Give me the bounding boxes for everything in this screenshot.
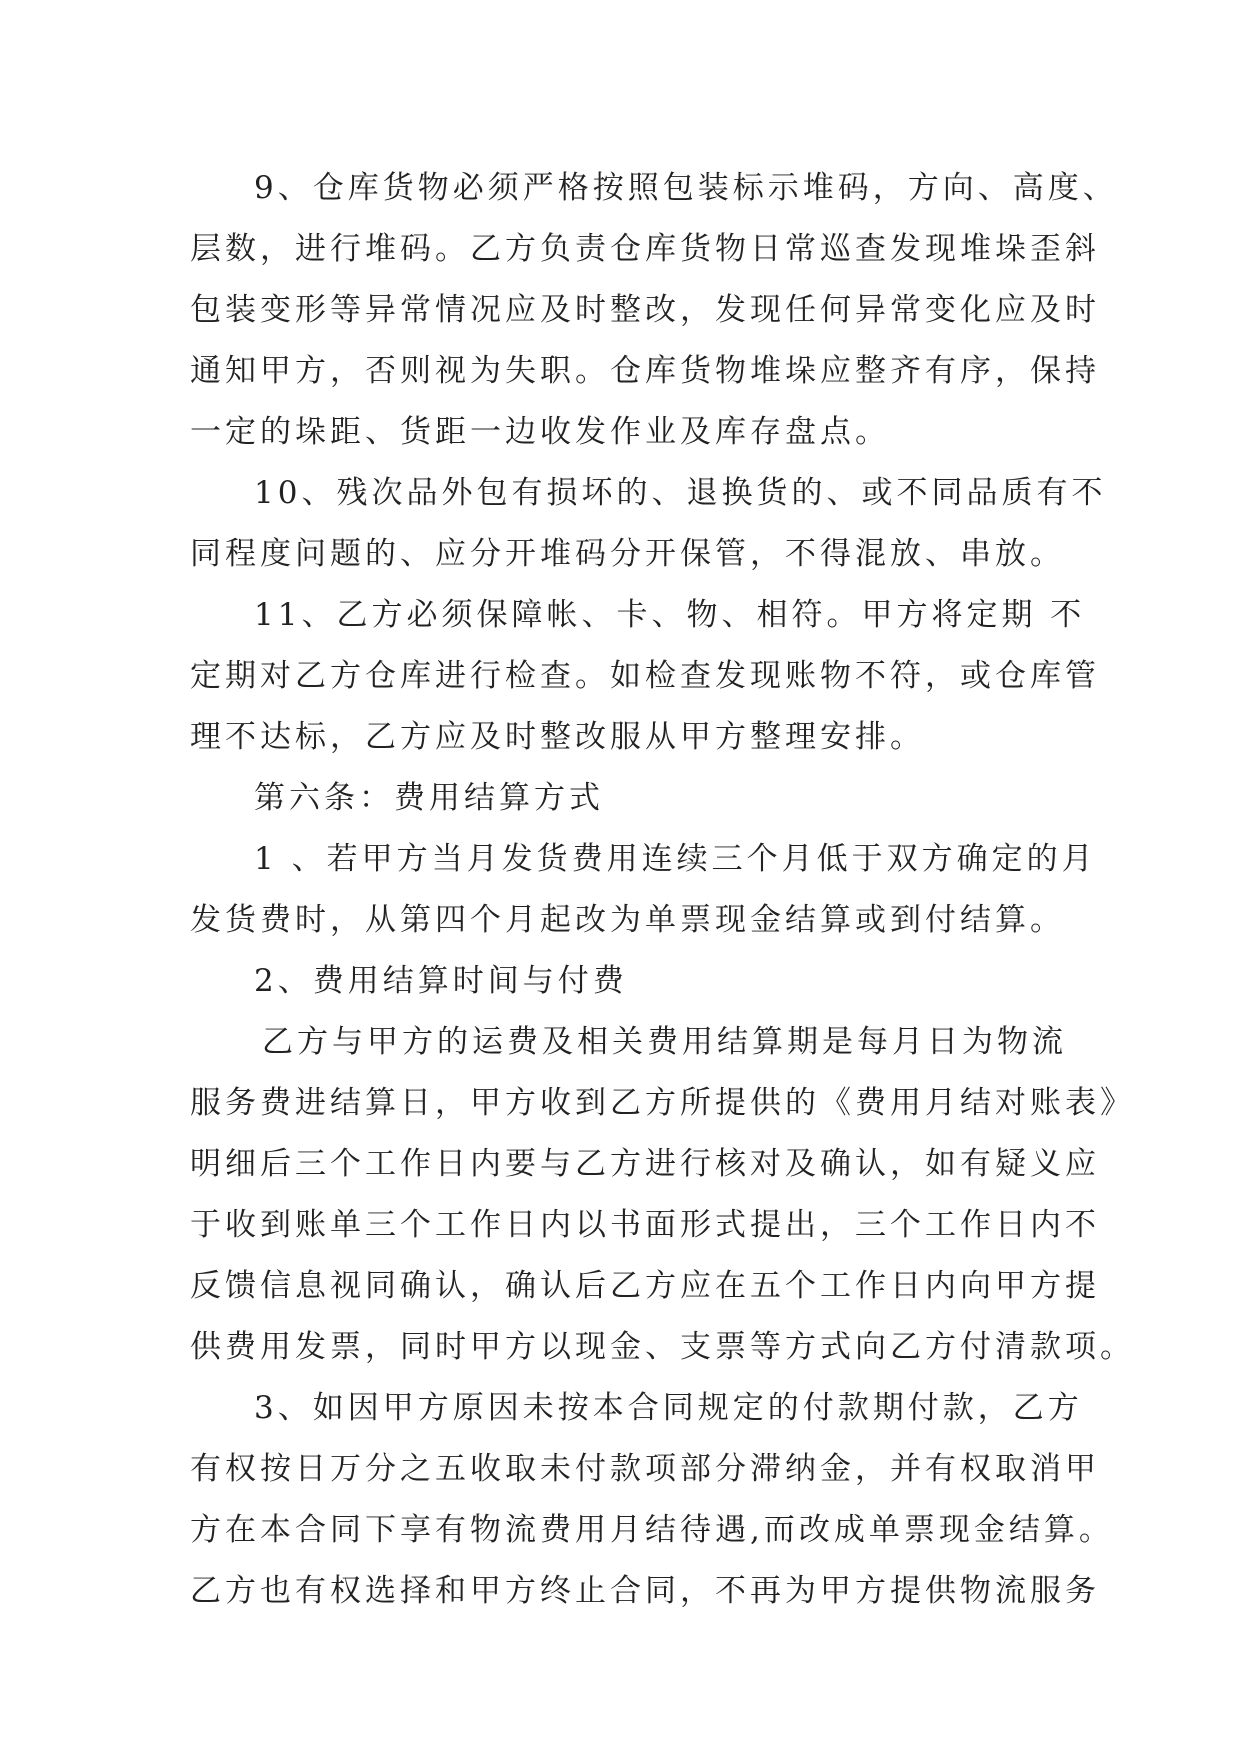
- section-6-item-1-line-1: 1 、若甲方当月发货费用连续三个月低于双方确定的月: [254, 841, 1097, 877]
- settlement-paragraph-line-5: 反馈信息视同确认，确认后乙方应在五个工作日内向甲方提: [190, 1268, 1100, 1304]
- clause-9-line-3: 包装变形等异常情况应及时整改，发现任何异常变化应及时: [190, 292, 1100, 328]
- clause-9-line-1: 9、仓库货物必须严格按照包装标示堆码，方向、高度、: [254, 170, 1118, 206]
- settlement-paragraph-line-1: 乙方与甲方的运费及相关费用结算期是每月日为物流: [262, 1024, 1067, 1060]
- section-6-heading: 第六条：费用结算方式: [254, 780, 604, 816]
- section-6-item-3-line-3: 方在本合同下享有物流费用月结待遇,而改成单票现金结算。: [190, 1512, 1114, 1548]
- settlement-paragraph-line-6: 供费用发票，同时甲方以现金、支票等方式向乙方付清款项。: [190, 1329, 1135, 1365]
- clause-11-line-2: 定期对乙方仓库进行检查。如检查发现账物不符，或仓库管: [190, 658, 1100, 694]
- section-6-item-1-line-2: 发货费时，从第四个月起改为单票现金结算或到付结算。: [190, 902, 1065, 938]
- settlement-paragraph-line-4: 于收到账单三个工作日内以书面形式提出，三个工作日内不: [190, 1207, 1100, 1243]
- clause-11-line-3: 理不达标，乙方应及时整改服从甲方整理安排。: [190, 719, 925, 755]
- settlement-paragraph-line-3: 明细后三个工作日内要与乙方进行核对及确认，如有疑义应: [190, 1146, 1100, 1182]
- section-6-item-3-line-4: 乙方也有权选择和甲方终止合同，不再为甲方提供物流服务: [190, 1573, 1100, 1609]
- clause-11-line-1: 11、乙方必须保障帐、卡、物、相符。甲方将定期 不: [254, 597, 1086, 633]
- clause-9-line-5: 一定的垛距、货距一边收发作业及库存盘点。: [190, 414, 890, 450]
- section-6-item-3-line-2: 有权按日万分之五收取未付款项部分滞纳金，并有权取消甲: [190, 1451, 1100, 1487]
- clause-9-line-2: 层数，进行堆码。乙方负责仓库货物日常巡查发现堆垛歪斜: [190, 231, 1100, 267]
- clause-9-line-4: 通知甲方，否则视为失职。仓库货物堆垛应整齐有序，保持: [190, 353, 1100, 389]
- clause-10-line-1: 10、残次品外包有损坏的、退换货的、或不同品质有不: [254, 475, 1107, 511]
- section-6-item-2-heading: 2、费用结算时间与付费: [254, 963, 628, 999]
- section-6-item-3-line-1: 3、如因甲方原因未按本合同规定的付款期付款，乙方: [254, 1390, 1083, 1426]
- clause-10-line-2: 同程度问题的、应分开堆码分开保管，不得混放、串放。: [190, 536, 1065, 572]
- settlement-paragraph-line-2: 服务费进结算日，甲方收到乙方所提供的《费用月结对账表》: [190, 1085, 1135, 1121]
- contract-body-text: [190, 158, 1135, 1622]
